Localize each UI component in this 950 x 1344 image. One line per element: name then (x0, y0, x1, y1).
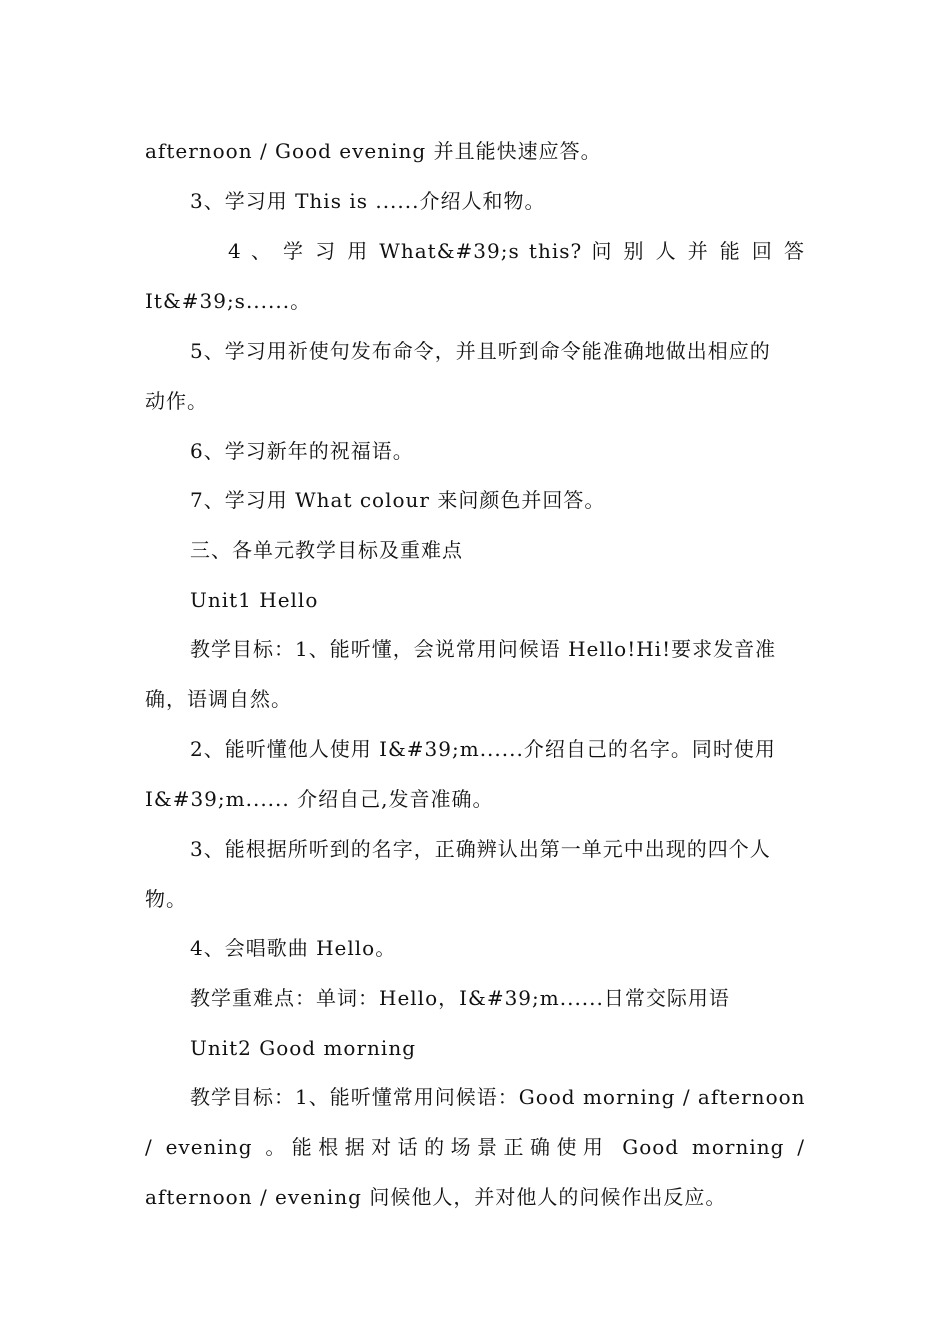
text-line: 2、能听懂他人使用 I&#39;m......介绍自己的名字。同时使用 (190, 737, 776, 761)
text-line: 7、学习用 What colour 来问颜色并回答。 (190, 488, 606, 512)
text-line: 动作。 (145, 389, 208, 413)
text-line: 6、学习新年的祝福语。 (190, 439, 414, 463)
text-line: 教学目标：1、能听懂，会说常用问候语 Hello!Hi!要求发音准 (190, 637, 777, 661)
section-heading: 三、各单元教学目标及重难点 (190, 538, 463, 562)
text-line: 3、能根据所听到的名字，正确辨认出第一单元中出现的四个人 (190, 837, 771, 861)
text-line: 4 、 学 习 用 What&#39;s this? 问 别 人 并 能 回 答 (228, 239, 805, 263)
text-line: / evening 。能根据对话的场景正确使用 Good morning / (145, 1135, 805, 1159)
text-line: 4、会唱歌曲 Hello。 (190, 936, 397, 960)
text-line: 5、学习用祈使句发布命令，并且听到命令能准确地做出相应的 (190, 339, 771, 363)
unit-heading: Unit2 Good morning (190, 1036, 416, 1060)
text-line: 教学目标：1、能听懂常用问候语：Good morning / afternoon (190, 1085, 806, 1109)
text-line: 确，语调自然。 (145, 687, 292, 711)
text-line: I&#39;m...... 介绍自己,发音准确。 (145, 787, 494, 811)
text-line: afternoon / evening 问候他人，并对他人的问候作出反应。 (145, 1185, 727, 1209)
text-line: 教学重难点：单词：Hello，I&#39;m......日常交际用语 (190, 986, 730, 1010)
unit-heading: Unit1 Hello (190, 588, 319, 612)
text-line: 物。 (145, 887, 187, 911)
text-line: It&#39;s......。 (145, 289, 312, 313)
text-line: afternoon / Good evening 并且能快速应答。 (145, 139, 602, 163)
text-line: 3、学习用 This is ......介绍人和物。 (190, 189, 546, 213)
